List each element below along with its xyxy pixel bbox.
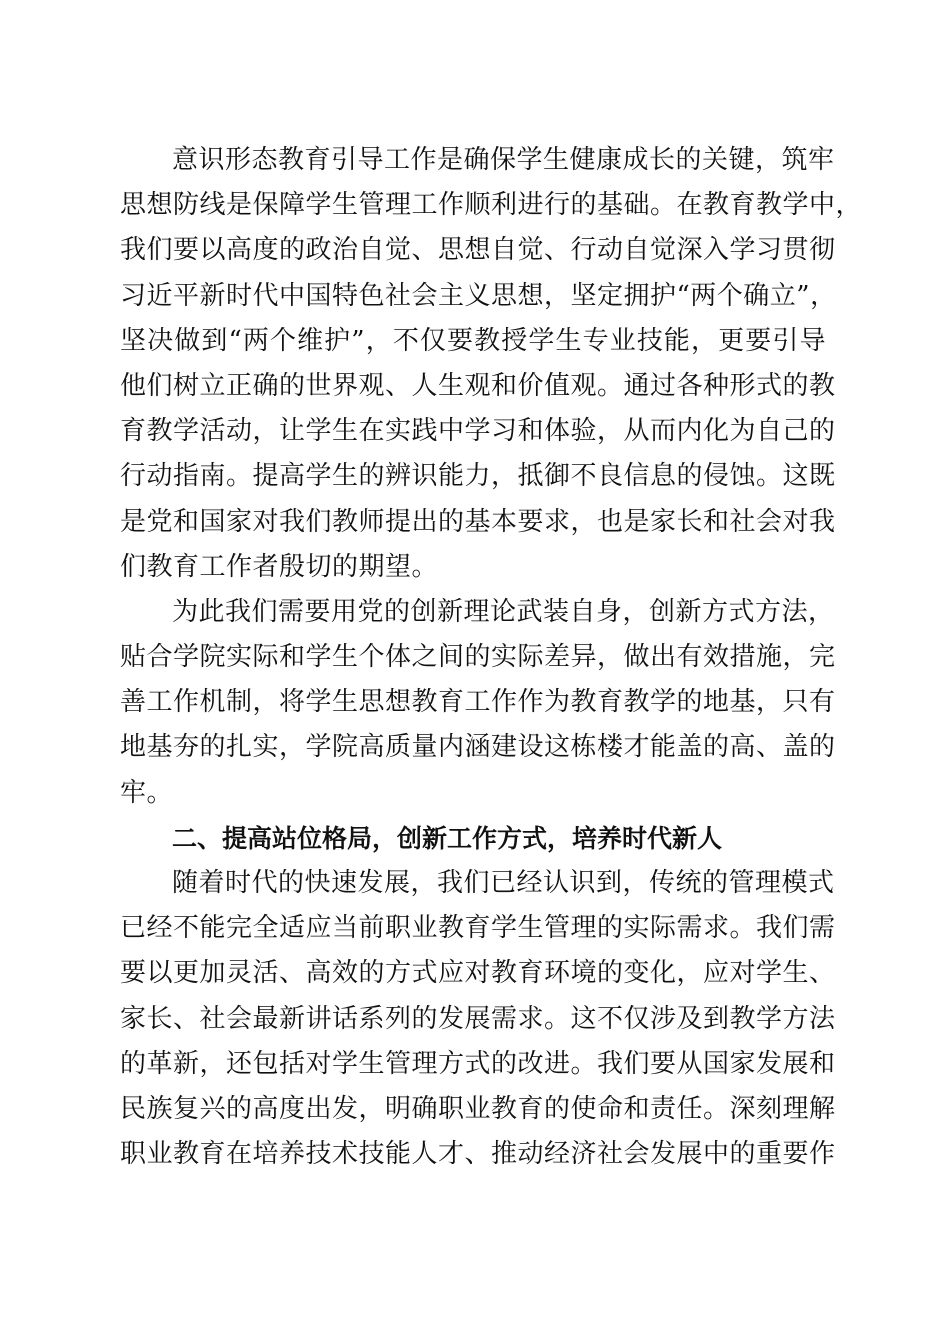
paragraph-line: 行动指南。提高学生的辨识能力，抵御不良信息的侵蚀。这既 xyxy=(120,461,836,492)
paragraph-line: 要以更加灵活、高效的方式应对教育环境的变化，应对学生、 xyxy=(120,958,836,989)
paragraph-line: 的革新，还包括对学生管理方式的改进。我们要从国家发展和 xyxy=(120,1048,836,1079)
paragraph-3 xyxy=(120,861,836,1177)
paragraph-line: 坚决做到“两个维护”，不仅要教授学生专业技能，更要引导 xyxy=(120,325,826,356)
paragraph-line: 为此我们需要用党的创新理论武装自身，创新方式方法， xyxy=(172,596,835,627)
paragraph-line: 地基夯的扎实，学院高质量内涵建设这栋楼才能盖的高、盖的 xyxy=(120,732,836,763)
paragraph-line: 民族复兴的高度出发，明确职业教育的使命和责任。深刻理解 xyxy=(120,1093,836,1124)
paragraph-line: 善工作机制，将学生思想教育工作作为教育教学的地基，只有 xyxy=(120,687,836,718)
paragraph-line: 我们要以高度的政治自觉、思想自觉、行动自觉深入学习贯彻 xyxy=(120,235,836,266)
paragraph-line: 们教育工作者殷切的期望。 xyxy=(120,551,439,582)
paragraph-line: 已经不能完全适应当前职业教育学生管理的实际需求。我们需 xyxy=(120,913,836,944)
paragraph-line: 他们树立正确的世界观、人生观和价值观。通过各种形式的教 xyxy=(120,370,836,401)
paragraph-line: 牢。 xyxy=(120,777,174,808)
paragraph-line: 职业教育在培养技术技能人才、推动经济社会发展中的重要作 xyxy=(120,1139,836,1170)
paragraph-2 xyxy=(120,590,836,816)
paragraph-line: 意识形态教育引导工作是确保学生健康成长的关键，筑牢 xyxy=(172,145,835,175)
paragraph-line: 思想防线是保障学生管理工作顺利进行的基础。在教育教学中， xyxy=(120,190,863,221)
paragraph-line: 习近平新时代中国特色社会主义思想，坚定拥护“两个确立”， xyxy=(120,280,837,311)
document-body xyxy=(120,138,863,1177)
paragraph-line: 贴合学院实际和学生个体之间的实际差异，做出有效措施，完 xyxy=(120,642,836,673)
paragraph-line: 育教学活动，让学生在实践中学习和体验，从而内化为自己的 xyxy=(120,416,836,447)
paragraph-line: 随着时代的快速发展，我们已经认识到，传统的管理模式 xyxy=(172,868,835,898)
section-heading: 二、提高站位格局，创新工作方式，培养时代新人 xyxy=(172,823,723,853)
paragraph-line: 家长、社会最新讲话系列的发展需求。这不仅涉及到教学方法 xyxy=(120,1003,836,1034)
paragraph-1 xyxy=(120,138,863,590)
paragraph-line: 是党和国家对我们教师提出的基本要求，也是家长和社会对我 xyxy=(120,506,836,537)
